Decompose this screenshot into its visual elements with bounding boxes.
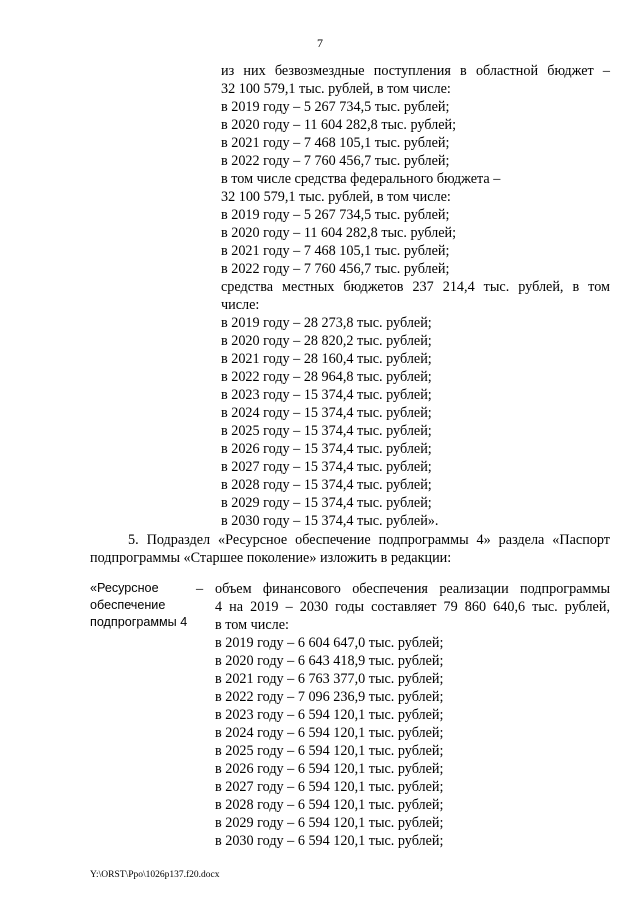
- text-line: в 2025 году – 15 374,4 тыс. рублей;: [221, 423, 432, 439]
- dash-separator: –: [196, 581, 204, 597]
- text-line: из них безвозмездные поступления в областной бюджет –: [221, 63, 610, 79]
- text-line: в 2022 году – 7 760 456,7 тыс. рублей;: [221, 153, 450, 169]
- text-line: 32 100 579,1 тыс. рублей, в том числе:: [221, 189, 451, 205]
- text-line: 32 100 579,1 тыс. рублей, в том числе:: [221, 81, 451, 97]
- funding-block: [221, 62, 610, 530]
- text-line: в 2025 году – 6 594 120,1 тыс. рублей;: [215, 743, 444, 759]
- text-line: в 2019 году – 5 267 734,5 тыс. рублей;: [221, 99, 450, 115]
- text-line: в 2019 году – 5 267 734,5 тыс. рублей;: [221, 207, 450, 223]
- resource-values: [215, 580, 610, 850]
- text-line: в 2021 году – 7 468 105,1 тыс. рублей;: [221, 135, 450, 151]
- text-line: в 2024 году – 6 594 120,1 тыс. рублей;: [215, 725, 444, 741]
- text-line: в 2028 году – 6 594 120,1 тыс. рублей;: [215, 797, 444, 813]
- text-line: в 2019 году – 28 273,8 тыс. рублей;: [221, 315, 432, 331]
- text-line: в 2029 году – 6 594 120,1 тыс. рублей;: [215, 815, 444, 831]
- text-line: в 2028 году – 15 374,4 тыс. рублей;: [221, 477, 432, 493]
- file-path-footer: Y:\ORST\Ppo\1026p137.f20.docx: [90, 870, 220, 880]
- text-line: 5. Подраздел «Ресурсное обеспечение подпрограммы 4» раздела «Паспорт: [128, 532, 610, 548]
- text-line: в 2029 году – 15 374,4 тыс. рублей;: [221, 495, 432, 511]
- text-line: в 2021 году – 7 468 105,1 тыс. рублей;: [221, 243, 450, 259]
- section-5-paragraph: [90, 531, 610, 567]
- text-line: в 2022 году – 7 096 236,9 тыс. рублей;: [215, 689, 444, 705]
- text-line: в 2027 году – 6 594 120,1 тыс. рублей;: [215, 779, 444, 795]
- text-line: в 2020 году – 11 604 282,8 тыс. рублей;: [221, 117, 457, 133]
- text-line: в 2026 году – 15 374,4 тыс. рублей;: [221, 441, 432, 457]
- text-line: объем финансового обеспечения реализации подпрограммы: [215, 581, 610, 597]
- text-line: в 2022 году – 28 964,8 тыс. рублей;: [221, 369, 432, 385]
- text-line: в 2020 году – 6 643 418,9 тыс. рублей;: [215, 653, 444, 669]
- text-line: в 2021 году – 6 763 377,0 тыс. рублей;: [215, 671, 444, 687]
- text-line: в 2020 году – 11 604 282,8 тыс. рублей;: [221, 225, 457, 241]
- text-line: в 2024 году – 15 374,4 тыс. рублей;: [221, 405, 432, 421]
- text-line: в 2022 году – 7 760 456,7 тыс. рублей;: [221, 261, 450, 277]
- text-line: в 2027 году – 15 374,4 тыс. рублей;: [221, 459, 432, 475]
- label-line: подпрограммы 4: [90, 615, 188, 629]
- text-line: числе:: [221, 297, 260, 313]
- text-line: в том числе:: [215, 617, 289, 633]
- text-line: 4 на 2019 – 2030 годы составляет 79 860 640,6 тыс. рублей,: [215, 599, 610, 615]
- text-line: в 2030 году – 6 594 120,1 тыс. рублей;: [215, 833, 444, 849]
- resource-label: [90, 580, 205, 631]
- text-line: подпрограммы «Старшее поколение» изложить в редакции:: [90, 550, 452, 566]
- text-line: в 2023 году – 6 594 120,1 тыс. рублей;: [215, 707, 444, 723]
- text-line: в том числе средства федерального бюджета –: [221, 171, 501, 187]
- text-line: в 2020 году – 28 820,2 тыс. рублей;: [221, 333, 432, 349]
- label-line: «Ресурсное: [90, 581, 159, 595]
- text-line: средства местных бюджетов 237 214,4 тыс. рублей, в том: [221, 279, 610, 295]
- text-line: в 2019 году – 6 604 647,0 тыс. рублей;: [215, 635, 444, 651]
- label-line: обеспечение: [90, 598, 166, 612]
- text-line: в 2030 году – 15 374,4 тыс. рублей».: [221, 513, 439, 529]
- text-line: в 2021 году – 28 160,4 тыс. рублей;: [221, 351, 432, 367]
- text-line: в 2023 году – 15 374,4 тыс. рублей;: [221, 387, 432, 403]
- text-line: в 2026 году – 6 594 120,1 тыс. рублей;: [215, 761, 444, 777]
- page-number: 7: [317, 36, 323, 50]
